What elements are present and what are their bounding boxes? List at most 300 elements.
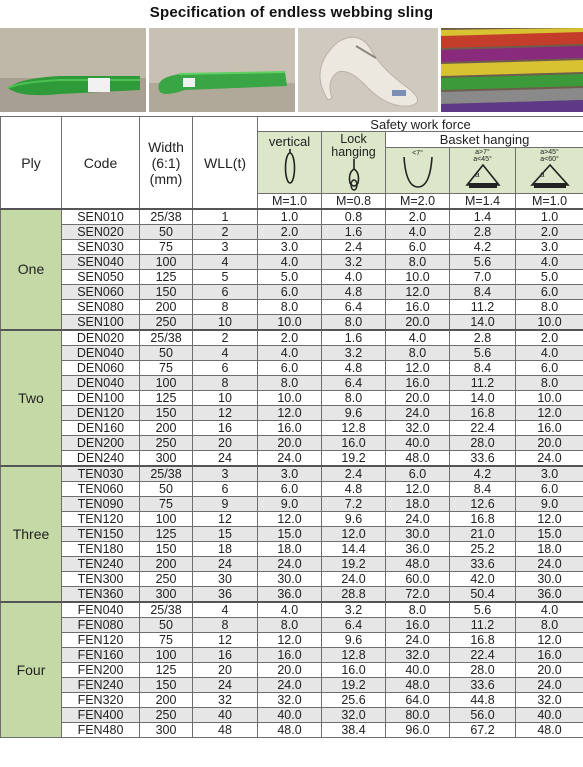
basket-3-cell: 20.0 — [516, 663, 583, 678]
lock-cell: 9.6 — [322, 512, 386, 527]
table-row — [1, 648, 583, 663]
table-row — [1, 270, 583, 285]
basket-1-cell: 24.0 — [386, 633, 450, 648]
width-cell: 125 — [140, 391, 193, 406]
table-row — [1, 240, 583, 255]
lock-cell: 4.8 — [322, 285, 386, 300]
wll-cell: 6 — [193, 361, 258, 376]
code-cell: FEN080 — [62, 618, 140, 633]
basket-3-cell: 10.0 — [516, 315, 583, 331]
code-cell: TEN180 — [62, 542, 140, 557]
lock-cell: 3.2 — [322, 346, 386, 361]
code-cell: DEN040 — [62, 346, 140, 361]
basket-3-cell: 4.0 — [516, 346, 583, 361]
basket-1-cell: 48.0 — [386, 678, 450, 693]
basket-45-icon — [461, 163, 505, 191]
basket-60-icon — [528, 163, 572, 191]
basket-3-cell: 6.0 — [516, 482, 583, 497]
wll-cell: 5 — [193, 270, 258, 285]
lock-cell: 14.4 — [322, 542, 386, 557]
code-cell: SEN030 — [62, 240, 140, 255]
table-row — [1, 512, 583, 527]
wll-cell: 8 — [193, 300, 258, 315]
lock-cell: 6.4 — [322, 376, 386, 391]
width-cell: 125 — [140, 527, 193, 542]
angle-label-2b: a<45° — [473, 156, 492, 164]
lock-cell: 4.0 — [322, 270, 386, 285]
basket-1-cell: 10.0 — [386, 270, 450, 285]
page-title: Specification of endless webbing sling — [149, 4, 434, 21]
ply-cell: Three — [1, 466, 62, 602]
basket-1-cell: 6.0 — [386, 466, 450, 482]
wll-cell: 20 — [193, 663, 258, 678]
width-cell: 300 — [140, 451, 193, 467]
wll-cell: 4 — [193, 346, 258, 361]
wll-cell: 16 — [193, 648, 258, 663]
basket-3-cell: 18.0 — [516, 542, 583, 557]
lock-cell: 3.2 — [322, 255, 386, 270]
width-cell: 125 — [140, 270, 193, 285]
code-cell: TEN120 — [62, 512, 140, 527]
basket-vertical-icon — [400, 157, 436, 191]
vertical-cell: 48.0 — [258, 723, 322, 738]
lock-cell: 12.0 — [322, 527, 386, 542]
table-row — [1, 406, 583, 421]
vertical-cell: 6.0 — [258, 285, 322, 300]
width-cell: 75 — [140, 361, 193, 376]
lock-cell: 7.2 — [322, 497, 386, 512]
vertical-cell: 30.0 — [258, 572, 322, 587]
lock-cell: 2.4 — [322, 240, 386, 255]
code-cell: DEN240 — [62, 451, 140, 467]
wll-cell: 40 — [193, 708, 258, 723]
table-row — [1, 315, 583, 331]
basket-2-cell: 50.4 — [450, 587, 516, 603]
lock-hanging-icon — [344, 159, 364, 193]
header-wll: WLL(t) — [193, 117, 258, 210]
wll-cell: 3 — [193, 240, 258, 255]
header-vertical — [258, 132, 322, 194]
basket-3-cell: 12.0 — [516, 406, 583, 421]
basket-2-cell: 28.0 — [450, 663, 516, 678]
lock-cell: 8.0 — [322, 315, 386, 331]
width-cell: 25/38 — [140, 466, 193, 482]
basket-1-cell: 18.0 — [386, 497, 450, 512]
wll-cell: 30 — [193, 572, 258, 587]
code-cell: FEN160 — [62, 648, 140, 663]
vertical-cell: 6.0 — [258, 361, 322, 376]
basket-1-cell: 12.0 — [386, 361, 450, 376]
basket-1-cell: 60.0 — [386, 572, 450, 587]
vertical-cell: 3.0 — [258, 240, 322, 255]
basket-3-cell: 36.0 — [516, 587, 583, 603]
basket-3-cell: 5.0 — [516, 270, 583, 285]
vertical-cell: 4.0 — [258, 602, 322, 618]
basket-3-cell: 40.0 — [516, 708, 583, 723]
wll-cell: 12 — [193, 512, 258, 527]
width-cell: 200 — [140, 693, 193, 708]
lock-cell: 1.6 — [322, 330, 386, 346]
green-sling-photo-1 — [0, 28, 146, 112]
width-cell: 50 — [140, 618, 193, 633]
code-cell: FEN200 — [62, 663, 140, 678]
code-cell: SEN020 — [62, 225, 140, 240]
basket-3-cell: 1.0 — [516, 209, 583, 225]
basket-2-cell: 4.2 — [450, 466, 516, 482]
basket-3-cell: 24.0 — [516, 678, 583, 693]
table-row — [1, 300, 583, 315]
table-row — [1, 693, 583, 708]
width-cell: 125 — [140, 663, 193, 678]
basket-1-cell: 4.0 — [386, 225, 450, 240]
basket-2-cell: 16.8 — [450, 406, 516, 421]
lock-cell: 12.8 — [322, 648, 386, 663]
wll-cell: 24 — [193, 557, 258, 572]
lock-cell: 25.6 — [322, 693, 386, 708]
vertical-cell: 8.0 — [258, 618, 322, 633]
basket-2-cell: 5.6 — [450, 602, 516, 618]
width-cell: 300 — [140, 587, 193, 603]
table-row — [1, 527, 583, 542]
basket-1-cell: 8.0 — [386, 346, 450, 361]
code-cell: SEN040 — [62, 255, 140, 270]
basket-1-cell: 24.0 — [386, 512, 450, 527]
vertical-cell: 18.0 — [258, 542, 322, 557]
basket-1-cell: 48.0 — [386, 451, 450, 467]
basket-1-cell: 72.0 — [386, 587, 450, 603]
basket-1-cell: 16.0 — [386, 376, 450, 391]
wll-cell: 12 — [193, 406, 258, 421]
basket-3-cell: 6.0 — [516, 361, 583, 376]
lock-cell: 6.4 — [322, 618, 386, 633]
header-basket-hanging: Basket hanging — [386, 132, 583, 148]
header-basket-3 — [516, 147, 583, 194]
basket-2-cell: 12.6 — [450, 497, 516, 512]
svg-text:a: a — [474, 170, 479, 180]
specification-table-body — [1, 209, 583, 738]
wll-cell: 32 — [193, 693, 258, 708]
table-row — [1, 663, 583, 678]
lock-cell: 32.0 — [322, 708, 386, 723]
header-safety-work-force: Safety work force — [258, 117, 583, 132]
basket-2-cell: 22.4 — [450, 648, 516, 663]
basket-1-cell: 32.0 — [386, 648, 450, 663]
basket-3-cell: 6.0 — [516, 285, 583, 300]
wll-cell: 12 — [193, 633, 258, 648]
basket-1-cell: 4.0 — [386, 330, 450, 346]
basket-2-cell: 11.2 — [450, 300, 516, 315]
code-cell: FEN400 — [62, 708, 140, 723]
code-cell: TEN060 — [62, 482, 140, 497]
basket-1-cell: 24.0 — [386, 406, 450, 421]
lock-cell: 4.8 — [322, 361, 386, 376]
wll-cell: 36 — [193, 587, 258, 603]
table-row — [1, 209, 583, 225]
svg-text:a: a — [539, 170, 544, 180]
table-row — [1, 330, 583, 346]
vertical-cell: 10.0 — [258, 315, 322, 331]
width-cell: 250 — [140, 708, 193, 723]
basket-2-cell: 67.2 — [450, 723, 516, 738]
basket-1-cell: 20.0 — [386, 391, 450, 406]
basket-1-cell: 8.0 — [386, 602, 450, 618]
basket-3-cell: 24.0 — [516, 451, 583, 467]
vertical-cell: 36.0 — [258, 587, 322, 603]
code-cell: FEN120 — [62, 633, 140, 648]
table-row — [1, 708, 583, 723]
wll-cell: 8 — [193, 376, 258, 391]
header-width-text: Width (6:1) (mm) — [148, 138, 184, 187]
table-row — [1, 678, 583, 693]
vertical-cell: 24.0 — [258, 557, 322, 572]
wll-cell: 2 — [193, 330, 258, 346]
vertical-cell: 8.0 — [258, 376, 322, 391]
code-cell: SEN050 — [62, 270, 140, 285]
basket-1-cell: 30.0 — [386, 527, 450, 542]
basket-3-cell: 32.0 — [516, 693, 583, 708]
width-cell: 100 — [140, 376, 193, 391]
wll-cell: 9 — [193, 497, 258, 512]
code-cell: DEN040 — [62, 376, 140, 391]
basket-1-cell: 8.0 — [386, 255, 450, 270]
basket-2-cell: 8.4 — [450, 285, 516, 300]
width-cell: 150 — [140, 678, 193, 693]
vertical-cell: 4.0 — [258, 346, 322, 361]
basket-2-cell: 33.6 — [450, 557, 516, 572]
wll-cell: 10 — [193, 315, 258, 331]
basket-3-cell: 8.0 — [516, 376, 583, 391]
vertical-cell: 12.0 — [258, 633, 322, 648]
code-cell: TEN030 — [62, 466, 140, 482]
vertical-cell: 6.0 — [258, 482, 322, 497]
angle-label-2a: a>7° — [475, 149, 490, 157]
ply-cell: Four — [1, 602, 62, 738]
basket-2-cell: 28.0 — [450, 436, 516, 451]
basket-3-cell: 10.0 — [516, 391, 583, 406]
basket-3-cell: 30.0 — [516, 572, 583, 587]
basket-3-cell: 15.0 — [516, 527, 583, 542]
basket-2-cell: 33.6 — [450, 451, 516, 467]
basket-2-cell: 33.6 — [450, 678, 516, 693]
basket-2-cell: 14.0 — [450, 315, 516, 331]
code-cell: DEN100 — [62, 391, 140, 406]
basket-2-cell: 5.6 — [450, 346, 516, 361]
table-row — [1, 723, 583, 738]
vertical-cell: 20.0 — [258, 663, 322, 678]
lock-cell: 19.2 — [322, 678, 386, 693]
basket-3-cell: 48.0 — [516, 723, 583, 738]
wll-cell: 6 — [193, 285, 258, 300]
width-cell: 300 — [140, 723, 193, 738]
width-cell: 250 — [140, 572, 193, 587]
header-code: Code — [62, 117, 140, 210]
width-cell: 75 — [140, 240, 193, 255]
lock-cell: 6.4 — [322, 300, 386, 315]
basket-2-cell: 1.4 — [450, 209, 516, 225]
vertical-cell: 40.0 — [258, 708, 322, 723]
header-lock — [322, 132, 386, 194]
lock-cell: 1.6 — [322, 225, 386, 240]
code-cell: FEN040 — [62, 602, 140, 618]
basket-3-cell: 12.0 — [516, 633, 583, 648]
width-cell: 25/38 — [140, 209, 193, 225]
lock-cell: 12.8 — [322, 421, 386, 436]
width-cell: 75 — [140, 633, 193, 648]
table-row — [1, 225, 583, 240]
code-cell: DEN060 — [62, 361, 140, 376]
basket-1-cell: 16.0 — [386, 618, 450, 633]
vertical-cell: 24.0 — [258, 451, 322, 467]
width-cell: 150 — [140, 406, 193, 421]
basket-1-cell: 48.0 — [386, 557, 450, 572]
green-sling-photo-2 — [149, 28, 295, 112]
vertical-cell: 15.0 — [258, 527, 322, 542]
angle-label-3a: a>45° — [540, 149, 559, 157]
lock-cell: 3.2 — [322, 602, 386, 618]
vertical-cell: 10.0 — [258, 391, 322, 406]
header-lock-label: Lock hanging — [331, 132, 376, 159]
wll-cell: 6 — [193, 482, 258, 497]
basket-1-cell: 64.0 — [386, 693, 450, 708]
wll-cell: 8 — [193, 618, 258, 633]
wll-cell: 16 — [193, 421, 258, 436]
angle-label-3b: a<60° — [540, 156, 559, 164]
vertical-cell: 2.0 — [258, 225, 322, 240]
basket-2-cell: 2.8 — [450, 330, 516, 346]
factor-basket-3: M=1.0 — [516, 194, 583, 210]
basket-1-cell: 40.0 — [386, 663, 450, 678]
wll-cell: 3 — [193, 466, 258, 482]
table-row — [1, 557, 583, 572]
vertical-cell: 3.0 — [258, 466, 322, 482]
lock-cell: 0.8 — [322, 209, 386, 225]
code-cell: DEN020 — [62, 330, 140, 346]
wll-cell: 4 — [193, 602, 258, 618]
code-cell: DEN160 — [62, 421, 140, 436]
width-cell: 25/38 — [140, 602, 193, 618]
lock-cell: 24.0 — [322, 572, 386, 587]
factor-lock: M=0.8 — [322, 194, 386, 210]
code-cell: TEN240 — [62, 557, 140, 572]
basket-1-cell: 16.0 — [386, 300, 450, 315]
basket-2-cell: 22.4 — [450, 421, 516, 436]
vertical-cell: 8.0 — [258, 300, 322, 315]
table-row — [1, 391, 583, 406]
basket-3-cell: 2.0 — [516, 225, 583, 240]
wll-cell: 18 — [193, 542, 258, 557]
basket-2-cell: 44.8 — [450, 693, 516, 708]
width-cell: 200 — [140, 557, 193, 572]
table-row — [1, 497, 583, 512]
specification-table — [0, 116, 583, 738]
code-cell: DEN200 — [62, 436, 140, 451]
colored-slings-photo — [441, 28, 583, 112]
code-cell: FEN320 — [62, 693, 140, 708]
lock-cell: 9.6 — [322, 633, 386, 648]
lock-cell: 16.0 — [322, 663, 386, 678]
ply-cell: Two — [1, 330, 62, 466]
basket-3-cell: 8.0 — [516, 300, 583, 315]
table-row — [1, 466, 583, 482]
basket-2-cell: 8.4 — [450, 361, 516, 376]
vertical-cell: 16.0 — [258, 648, 322, 663]
product-photos — [0, 28, 583, 112]
vertical-cell: 20.0 — [258, 436, 322, 451]
table-row — [1, 436, 583, 451]
lock-cell: 9.6 — [322, 406, 386, 421]
table-row — [1, 542, 583, 557]
vertical-cell: 5.0 — [258, 270, 322, 285]
code-cell: SEN100 — [62, 315, 140, 331]
code-cell: TEN360 — [62, 587, 140, 603]
header-width — [140, 117, 193, 210]
basket-1-cell: 12.0 — [386, 482, 450, 497]
angle-label-1: <7° — [412, 149, 423, 157]
lock-cell: 16.0 — [322, 436, 386, 451]
table-row — [1, 572, 583, 587]
header-basket-1 — [386, 147, 450, 194]
basket-1-cell: 80.0 — [386, 708, 450, 723]
width-cell: 25/38 — [140, 330, 193, 346]
lock-cell: 19.2 — [322, 451, 386, 467]
ply-cell: One — [1, 209, 62, 330]
table-row — [1, 587, 583, 603]
vertical-cell: 4.0 — [258, 255, 322, 270]
basket-3-cell: 2.0 — [516, 330, 583, 346]
basket-1-cell: 36.0 — [386, 542, 450, 557]
basket-1-cell: 12.0 — [386, 285, 450, 300]
white-sling-photo — [298, 28, 438, 112]
lock-cell: 2.4 — [322, 466, 386, 482]
table-row — [1, 602, 583, 618]
code-cell: DEN120 — [62, 406, 140, 421]
width-cell: 75 — [140, 497, 193, 512]
lock-cell: 28.8 — [322, 587, 386, 603]
table-row — [1, 421, 583, 436]
wll-cell: 24 — [193, 451, 258, 467]
lock-cell: 38.4 — [322, 723, 386, 738]
basket-3-cell: 12.0 — [516, 512, 583, 527]
header-ply: Ply — [1, 117, 62, 210]
code-cell: TEN300 — [62, 572, 140, 587]
code-cell: FEN240 — [62, 678, 140, 693]
basket-1-cell: 2.0 — [386, 209, 450, 225]
table-row — [1, 285, 583, 300]
basket-2-cell: 25.2 — [450, 542, 516, 557]
code-cell: TEN090 — [62, 497, 140, 512]
basket-2-cell: 21.0 — [450, 527, 516, 542]
table-row — [1, 482, 583, 497]
vertical-cell: 2.0 — [258, 330, 322, 346]
vertical-cell: 9.0 — [258, 497, 322, 512]
wll-cell: 24 — [193, 678, 258, 693]
wll-cell: 20 — [193, 436, 258, 451]
vertical-cell: 12.0 — [258, 512, 322, 527]
wll-cell: 4 — [193, 255, 258, 270]
basket-1-cell: 32.0 — [386, 421, 450, 436]
factor-basket-1: M=2.0 — [386, 194, 450, 210]
code-cell: SEN080 — [62, 300, 140, 315]
width-cell: 100 — [140, 255, 193, 270]
width-cell: 50 — [140, 225, 193, 240]
basket-3-cell: 8.0 — [516, 618, 583, 633]
wll-cell: 1 — [193, 209, 258, 225]
lock-cell: 4.8 — [322, 482, 386, 497]
basket-2-cell: 11.2 — [450, 618, 516, 633]
basket-3-cell: 16.0 — [516, 421, 583, 436]
basket-3-cell: 20.0 — [516, 436, 583, 451]
lock-cell: 8.0 — [322, 391, 386, 406]
